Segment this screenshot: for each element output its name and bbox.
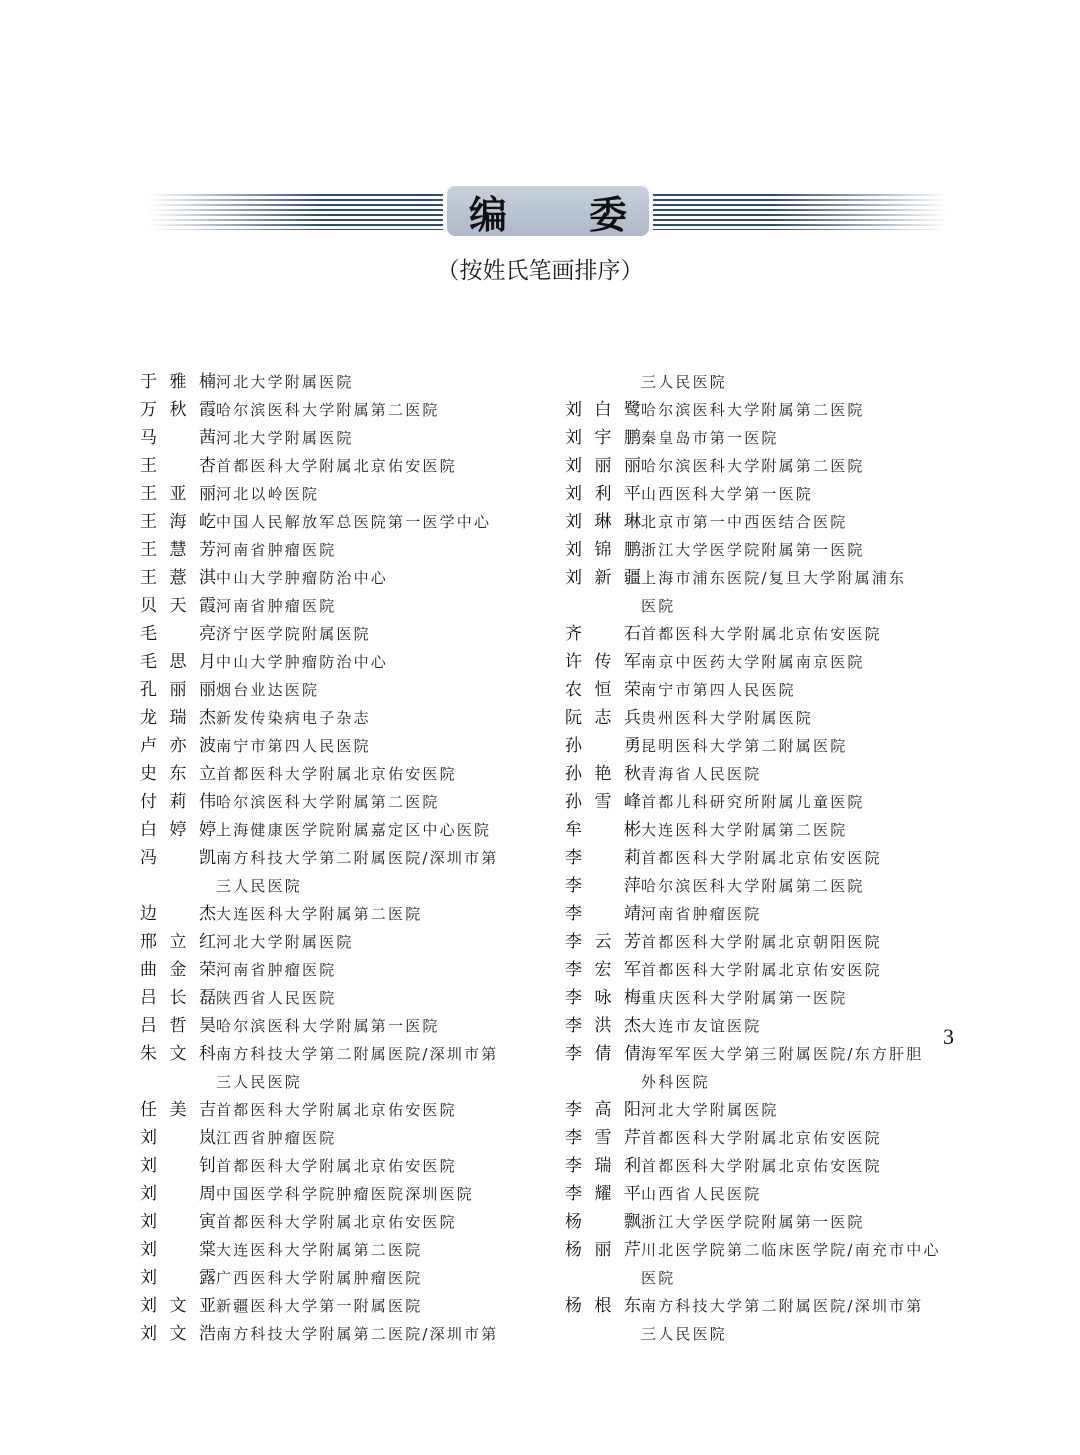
editor-name: 王海屹 bbox=[140, 512, 216, 532]
editor-entry bbox=[565, 620, 960, 648]
editor-name: 吕哲昊 bbox=[140, 1016, 216, 1036]
editor-affiliation: 中山大学肿瘤防治中心 bbox=[216, 653, 389, 671]
editor-name: 贝天霞 bbox=[140, 596, 216, 616]
entry-line bbox=[140, 620, 540, 648]
right-column bbox=[565, 368, 960, 1348]
editor-name: 刘丽丽 bbox=[565, 456, 641, 476]
editor-affiliation: 中国人民解放军总医院第一医学中心 bbox=[216, 513, 492, 531]
entry-line bbox=[565, 368, 960, 396]
editor-affiliation: 昆明医科大学第二附属医院 bbox=[641, 737, 848, 755]
entry-line bbox=[565, 760, 960, 788]
title-stripes-left bbox=[148, 194, 443, 230]
editor-entry bbox=[565, 816, 960, 844]
editor-affiliation: 河南省肿瘤医院 bbox=[216, 597, 337, 615]
editor-name: 李雪芹 bbox=[565, 1128, 641, 1148]
editor-affiliation: 烟台业达医院 bbox=[216, 681, 320, 699]
editor-affiliation: 大连医科大学附属第二医院 bbox=[216, 905, 423, 923]
editor-affiliation: 山西医科大学第一医院 bbox=[641, 485, 814, 503]
editor-affiliation: 南方科技大学附属第二医院/深圳市第 bbox=[216, 1325, 499, 1343]
editor-name: 刘琳琳 bbox=[565, 512, 641, 532]
entry-line bbox=[565, 452, 960, 480]
editor-affiliation: 哈尔滨医科大学附属第二医院 bbox=[641, 877, 865, 895]
editor-name: 杨丽芹 bbox=[565, 1240, 641, 1260]
editor-entry bbox=[565, 844, 960, 872]
entry-line bbox=[565, 872, 960, 900]
editor-name: 任美吉 bbox=[140, 1100, 216, 1120]
editor-entry bbox=[140, 620, 540, 648]
entry-line bbox=[140, 536, 540, 564]
editor-entry bbox=[565, 956, 960, 984]
editor-name: 杨 飘 bbox=[565, 1212, 641, 1232]
editor-name: 刘 钊 bbox=[140, 1156, 216, 1176]
entry-line bbox=[565, 1124, 960, 1152]
editor-entry bbox=[565, 508, 960, 536]
entry-line bbox=[565, 1236, 960, 1264]
editor-name: 孙艳秋 bbox=[565, 764, 641, 784]
entry-line bbox=[140, 872, 540, 900]
editor-affiliation: 医院 bbox=[641, 1269, 676, 1287]
editor-entry bbox=[140, 1180, 540, 1208]
editor-entry bbox=[140, 788, 540, 816]
entry-line bbox=[565, 1068, 960, 1096]
editor-name: 阮志兵 bbox=[565, 708, 641, 728]
editor-entry bbox=[140, 1096, 540, 1124]
entry-line bbox=[140, 368, 540, 396]
editor-entry bbox=[140, 956, 540, 984]
entry-line bbox=[565, 536, 960, 564]
editor-affiliation: 哈尔滨医科大学附属第二医院 bbox=[641, 457, 865, 475]
editor-affiliation: 河南省肿瘤医院 bbox=[216, 541, 337, 559]
editor-affiliation: 首都医科大学附属北京佑安医院 bbox=[641, 1129, 882, 1147]
editor-affiliation: 河北大学附属医院 bbox=[216, 933, 354, 951]
entry-line bbox=[140, 1040, 540, 1068]
entry-line bbox=[140, 1068, 540, 1096]
editor-entry bbox=[565, 732, 960, 760]
editor-entry bbox=[140, 900, 540, 928]
editor-entry bbox=[565, 536, 960, 564]
editor-entry bbox=[140, 816, 540, 844]
editor-entry bbox=[565, 424, 960, 452]
editor-affiliation: 广西医科大学附属肿瘤医院 bbox=[216, 1269, 423, 1287]
editor-name: 李咏梅 bbox=[565, 988, 641, 1008]
entry-line bbox=[140, 900, 540, 928]
entry-line bbox=[140, 1292, 540, 1320]
editor-affiliation: 三人民医院 bbox=[641, 1325, 728, 1343]
editor-name: 刘新疆 bbox=[565, 568, 641, 588]
editor-affiliation: 浙江大学医学院附属第一医院 bbox=[641, 541, 865, 559]
entry-line bbox=[140, 788, 540, 816]
editor-name: 刘宇鹏 bbox=[565, 428, 641, 448]
editor-name: 冯 凯 bbox=[140, 848, 216, 868]
editor-entry bbox=[140, 1292, 540, 1320]
editor-name: 龙瑞杰 bbox=[140, 708, 216, 728]
editor-name: 刘 露 bbox=[140, 1268, 216, 1288]
editor-entry bbox=[565, 676, 960, 704]
editor-affiliation: 南京中医药大学附属南京医院 bbox=[641, 653, 865, 671]
editor-name: 李 莉 bbox=[565, 848, 641, 868]
editor-affiliation: 中国医学科学院肿瘤医院深圳医院 bbox=[216, 1185, 475, 1203]
entry-line bbox=[140, 956, 540, 984]
editor-name: 刘 岚 bbox=[140, 1128, 216, 1148]
editor-entry bbox=[140, 396, 540, 424]
entry-line bbox=[565, 1012, 960, 1040]
editor-affiliation: 首都医科大学附属北京佑安医院 bbox=[641, 961, 882, 979]
editor-name: 王亚丽 bbox=[140, 484, 216, 504]
editor-name: 毛 亮 bbox=[140, 624, 216, 644]
editor-name: 孙 勇 bbox=[565, 736, 641, 756]
title-char-2: 委 bbox=[588, 191, 627, 237]
entry-line bbox=[565, 732, 960, 760]
editor-name: 刘文亚 bbox=[140, 1296, 216, 1316]
entry-line bbox=[565, 396, 960, 424]
editor-entry bbox=[140, 536, 540, 564]
editor-affiliation: 三人民医院 bbox=[216, 1073, 303, 1091]
editor-entry bbox=[565, 1292, 960, 1348]
entry-line bbox=[565, 844, 960, 872]
editor-name: 刘白鹭 bbox=[565, 400, 641, 420]
editor-entry bbox=[140, 704, 540, 732]
editor-name: 史东立 bbox=[140, 764, 216, 784]
entry-line bbox=[140, 424, 540, 452]
entry-line bbox=[140, 452, 540, 480]
editor-affiliation: 外科医院 bbox=[641, 1073, 710, 1091]
editor-entry bbox=[565, 564, 960, 620]
page-number: 3 bbox=[943, 1024, 954, 1049]
editor-affiliation: 三人民医院 bbox=[216, 877, 303, 895]
editor-name: 曲金荣 bbox=[140, 960, 216, 980]
editor-name: 牟 彬 bbox=[565, 820, 641, 840]
editor-name: 邢立红 bbox=[140, 932, 216, 952]
editor-entry bbox=[140, 1040, 540, 1096]
editor-affiliation: 首都医科大学附属北京佑安医院 bbox=[641, 1157, 882, 1175]
editor-entry bbox=[565, 648, 960, 676]
editor-name: 齐 石 bbox=[565, 624, 641, 644]
editor-name: 农恒荣 bbox=[565, 680, 641, 700]
editor-name: 李倩倩 bbox=[565, 1044, 641, 1064]
editor-affiliation: 上海健康医学院附属嘉定区中心医院 bbox=[216, 821, 492, 839]
editor-name: 刘利平 bbox=[565, 484, 641, 504]
entry-line bbox=[140, 760, 540, 788]
editor-entry bbox=[140, 452, 540, 480]
editor-affiliation: 首都儿科研究所附属儿童医院 bbox=[641, 793, 865, 811]
entry-line bbox=[565, 984, 960, 1012]
editor-entry bbox=[140, 424, 540, 452]
editor-entry bbox=[565, 396, 960, 424]
entry-line bbox=[140, 984, 540, 1012]
editor-affiliation: 河南省肿瘤医院 bbox=[216, 961, 337, 979]
entry-line bbox=[565, 1208, 960, 1236]
entry-line bbox=[140, 1180, 540, 1208]
editor-entry bbox=[140, 1152, 540, 1180]
editor-entry bbox=[140, 760, 540, 788]
editor-affiliation: 首都医科大学附属北京佑安医院 bbox=[216, 765, 457, 783]
editor-affiliation: 哈尔滨医科大学附属第二医院 bbox=[216, 793, 440, 811]
editor-entry bbox=[140, 592, 540, 620]
entry-line bbox=[140, 1264, 540, 1292]
editor-name bbox=[565, 368, 641, 396]
editor-name: 毛思月 bbox=[140, 652, 216, 672]
editor-entry bbox=[565, 1152, 960, 1180]
editor-entry bbox=[565, 480, 960, 508]
editor-entry bbox=[140, 984, 540, 1012]
editor-affiliation: 南方科技大学第二附属医院/深圳市第 bbox=[641, 1297, 924, 1315]
entry-line bbox=[140, 396, 540, 424]
editor-entry bbox=[140, 676, 540, 704]
left-column bbox=[140, 368, 540, 1348]
entry-line bbox=[565, 704, 960, 732]
entry-line bbox=[140, 648, 540, 676]
editor-name: 边 杰 bbox=[140, 904, 216, 924]
editor-entry bbox=[140, 1236, 540, 1264]
editor-entry bbox=[565, 872, 960, 900]
editor-name: 李宏军 bbox=[565, 960, 641, 980]
editor-entry bbox=[565, 1124, 960, 1152]
editor-name: 王慧芳 bbox=[140, 540, 216, 560]
editor-name: 刘 寅 bbox=[140, 1212, 216, 1232]
editor-affiliation: 重庆医科大学附属第一医院 bbox=[641, 989, 848, 1007]
entry-line bbox=[140, 508, 540, 536]
editor-affiliation: 首都医科大学附属北京佑安医院 bbox=[641, 849, 882, 867]
editor-entry bbox=[565, 1180, 960, 1208]
editor-entry bbox=[140, 928, 540, 956]
editor-entry bbox=[565, 1208, 960, 1236]
editor-affiliation: 南方科技大学第二附属医院/深圳市第 bbox=[216, 849, 499, 867]
entry-line bbox=[565, 1180, 960, 1208]
editor-affiliation: 首都医科大学附属北京佑安医院 bbox=[641, 625, 882, 643]
editor-entry bbox=[140, 480, 540, 508]
editor-name: 王薏淇 bbox=[140, 568, 216, 588]
editor-affiliation: 南方科技大学第二附属医院/深圳市第 bbox=[216, 1045, 499, 1063]
editor-entry bbox=[140, 844, 540, 900]
editor-affiliation: 河北大学附属医院 bbox=[641, 1101, 779, 1119]
entry-line bbox=[140, 732, 540, 760]
entry-line bbox=[565, 480, 960, 508]
entry-line bbox=[140, 1124, 540, 1152]
title-box bbox=[445, 184, 651, 238]
editor-affiliation: 大连医科大学附属第二医院 bbox=[216, 1241, 423, 1259]
editor-entry bbox=[565, 900, 960, 928]
editor-name: 李瑞利 bbox=[565, 1156, 641, 1176]
entry-line bbox=[140, 928, 540, 956]
editor-entry bbox=[565, 984, 960, 1012]
editor-name: 孙雪峰 bbox=[565, 792, 641, 812]
editor-name: 马 茜 bbox=[140, 428, 216, 448]
editor-name: 卢亦波 bbox=[140, 736, 216, 756]
editor-name: 于雅楠 bbox=[140, 372, 216, 392]
entry-line bbox=[140, 1236, 540, 1264]
editor-affiliation: 青海省人民医院 bbox=[641, 765, 762, 783]
editor-name: 刘锦鹏 bbox=[565, 540, 641, 560]
editor-name: 李洪杰 bbox=[565, 1016, 641, 1036]
editor-name: 朱文科 bbox=[140, 1044, 216, 1064]
entry-line bbox=[565, 592, 960, 620]
entry-line bbox=[140, 592, 540, 620]
editor-name: 李 靖 bbox=[565, 904, 641, 924]
entry-line bbox=[140, 1152, 540, 1180]
entry-line bbox=[565, 648, 960, 676]
editor-affiliation: 陕西省人民医院 bbox=[216, 989, 337, 1007]
editor-affiliation: 河北以岭医院 bbox=[216, 485, 320, 503]
editor-entry bbox=[140, 648, 540, 676]
editor-name: 白婷婷 bbox=[140, 820, 216, 840]
entry-line bbox=[565, 900, 960, 928]
entry-line bbox=[565, 1264, 960, 1292]
editor-affiliation: 哈尔滨医科大学附属第一医院 bbox=[216, 1017, 440, 1035]
editor-name: 杨根东 bbox=[565, 1296, 641, 1316]
entry-line bbox=[565, 1292, 960, 1320]
entry-line bbox=[565, 676, 960, 704]
editor-name: 吕长磊 bbox=[140, 988, 216, 1008]
editor-affiliation: 北京市第一中西医结合医院 bbox=[641, 513, 848, 531]
editor-affiliation: 中山大学肿瘤防治中心 bbox=[216, 569, 389, 587]
entry-line bbox=[140, 676, 540, 704]
editor-affiliation: 大连市友谊医院 bbox=[641, 1017, 762, 1035]
editor-entry bbox=[565, 1096, 960, 1124]
editor-name: 孔丽丽 bbox=[140, 680, 216, 700]
editor-name: 刘 棠 bbox=[140, 1240, 216, 1260]
editor-entry bbox=[565, 788, 960, 816]
entry-line bbox=[565, 620, 960, 648]
editor-entry bbox=[140, 564, 540, 592]
entry-line bbox=[140, 1012, 540, 1040]
entry-line bbox=[565, 1320, 960, 1348]
editor-entry bbox=[140, 1124, 540, 1152]
editor-name: 付莉伟 bbox=[140, 792, 216, 812]
entry-line bbox=[140, 564, 540, 592]
editor-affiliation: 哈尔滨医科大学附属第二医院 bbox=[641, 401, 865, 419]
editor-affiliation: 上海市浦东医院/复旦大学附属浦东 bbox=[641, 569, 907, 587]
editor-entry bbox=[565, 928, 960, 956]
entry-line bbox=[565, 564, 960, 592]
entry-line bbox=[140, 1096, 540, 1124]
editor-entry bbox=[565, 760, 960, 788]
editor-affiliation: 川北医学院第二临床医学院/南充市中心 bbox=[641, 1241, 941, 1259]
editor-entry bbox=[565, 368, 960, 396]
editor-affiliation: 大连医科大学附属第二医院 bbox=[641, 821, 848, 839]
editor-affiliation: 三人民医院 bbox=[641, 373, 728, 391]
editor-entry bbox=[140, 732, 540, 760]
editor-entry bbox=[565, 704, 960, 732]
editor-affiliation: 首都医科大学附属北京佑安医院 bbox=[216, 1101, 457, 1119]
editor-entry bbox=[140, 1320, 540, 1348]
editor-entry bbox=[140, 1208, 540, 1236]
editor-entry bbox=[565, 1040, 960, 1096]
editor-affiliation: 山西省人民医院 bbox=[641, 1185, 762, 1203]
editor-name: 王 杏 bbox=[140, 456, 216, 476]
subtitle: （按姓氏笔画排序） bbox=[436, 258, 644, 284]
editor-affiliation: 新发传染病电子杂志 bbox=[216, 709, 371, 727]
entry-line bbox=[565, 956, 960, 984]
entry-line bbox=[140, 480, 540, 508]
editor-affiliation: 河南省肿瘤医院 bbox=[641, 905, 762, 923]
editor-name: 刘文浩 bbox=[140, 1324, 216, 1344]
entry-line bbox=[565, 928, 960, 956]
entry-line bbox=[140, 704, 540, 732]
editor-affiliation: 首都医科大学附属北京佑安医院 bbox=[216, 1157, 457, 1175]
editor-affiliation: 南宁市第四人民医院 bbox=[216, 737, 371, 755]
title-band bbox=[148, 184, 948, 240]
editor-name: 李云芳 bbox=[565, 932, 641, 952]
entry-line bbox=[565, 788, 960, 816]
editor-affiliation: 首都医科大学附属北京佑安医院 bbox=[216, 1213, 457, 1231]
entry-line bbox=[565, 508, 960, 536]
entry-line bbox=[140, 816, 540, 844]
title-char-1: 编 bbox=[469, 191, 508, 237]
editor-name: 许传军 bbox=[565, 652, 641, 672]
editor-affiliation: 新疆医科大学第一附属医院 bbox=[216, 1297, 423, 1315]
editor-affiliation: 河北大学附属医院 bbox=[216, 429, 354, 447]
editor-affiliation: 贵州医科大学附属医院 bbox=[641, 709, 814, 727]
editor-affiliation: 首都医科大学附属北京佑安医院 bbox=[216, 457, 457, 475]
editor-affiliation: 浙江大学医学院附属第一医院 bbox=[641, 1213, 865, 1231]
editor-affiliation: 首都医科大学附属北京朝阳医院 bbox=[641, 933, 882, 951]
title-stripes-right bbox=[653, 194, 948, 230]
entry-line bbox=[565, 424, 960, 452]
editor-name: 李高阳 bbox=[565, 1100, 641, 1120]
entry-line bbox=[140, 1320, 540, 1348]
editor-name: 李耀平 bbox=[565, 1184, 641, 1204]
entry-line bbox=[565, 1152, 960, 1180]
editor-affiliation: 医院 bbox=[641, 597, 676, 615]
editor-entry bbox=[565, 1236, 960, 1292]
editor-entry bbox=[140, 1264, 540, 1292]
editor-name: 刘 周 bbox=[140, 1184, 216, 1204]
editor-name: 万秋霞 bbox=[140, 400, 216, 420]
editor-entry bbox=[140, 368, 540, 396]
editor-entry bbox=[565, 452, 960, 480]
entry-line bbox=[140, 844, 540, 872]
entry-line bbox=[565, 816, 960, 844]
editor-affiliation: 河北大学附属医院 bbox=[216, 373, 354, 391]
editor-affiliation: 海军军医大学第三附属医院/东方肝胆 bbox=[641, 1045, 924, 1063]
editor-affiliation: 哈尔滨医科大学附属第二医院 bbox=[216, 401, 440, 419]
entry-line bbox=[140, 1208, 540, 1236]
editor-affiliation: 江西省肿瘤医院 bbox=[216, 1129, 337, 1147]
editor-name: 李 萍 bbox=[565, 876, 641, 896]
editor-affiliation: 南宁市第四人民医院 bbox=[641, 681, 796, 699]
editor-entry bbox=[140, 1012, 540, 1040]
entry-line bbox=[565, 1096, 960, 1124]
editor-entry bbox=[140, 508, 540, 536]
editor-entry bbox=[565, 1012, 960, 1040]
entry-line bbox=[565, 1040, 960, 1068]
editor-affiliation: 济宁医学院附属医院 bbox=[216, 625, 371, 643]
editor-affiliation: 秦皇岛市第一医院 bbox=[641, 429, 779, 447]
